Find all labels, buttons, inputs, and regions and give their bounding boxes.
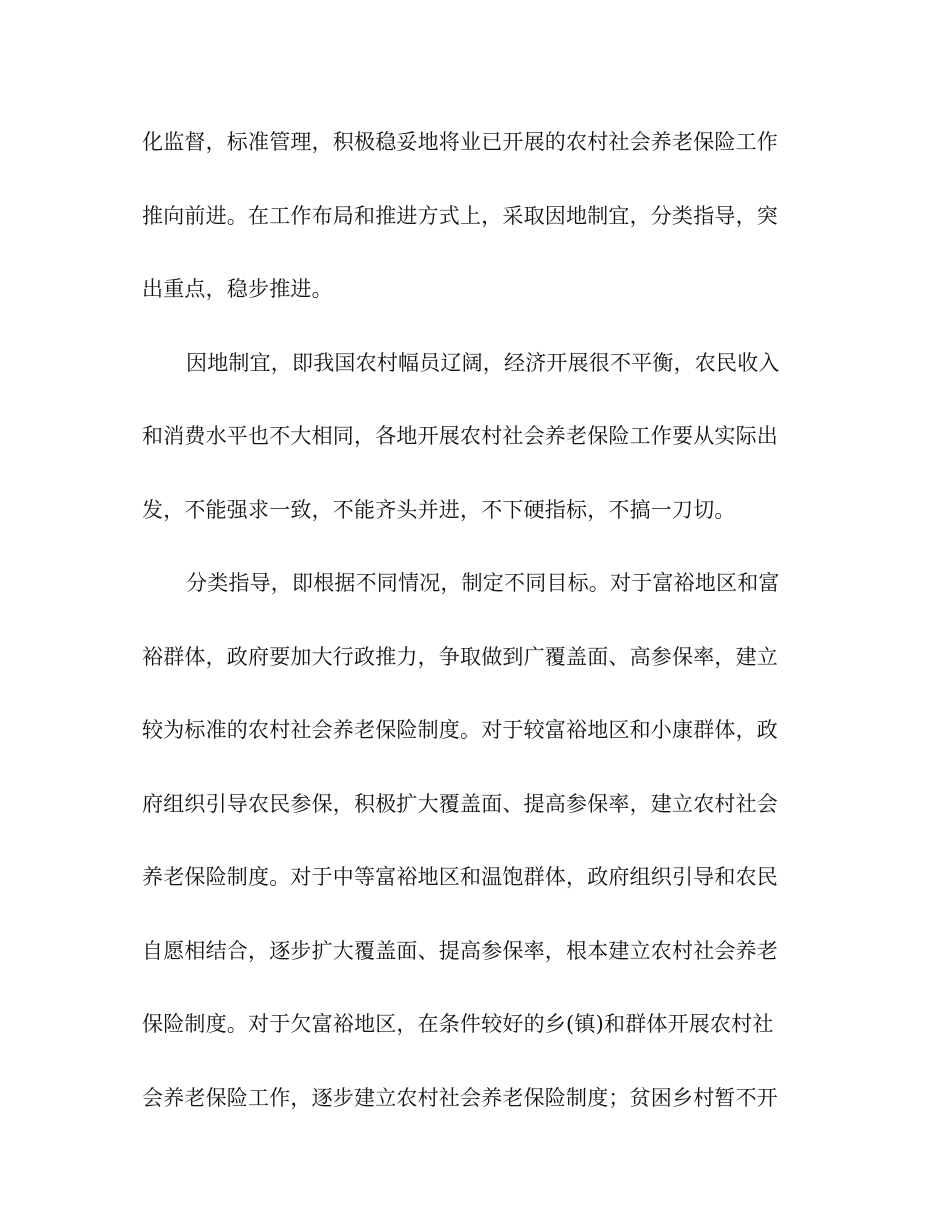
text-line: 化监督，标准管理，积极稳妥地将业已开展的农村社会养老保险工作 [142,130,778,154]
text-line: 推向前进。在工作布局和推进方式上，采取因地制宜，分类指导，突 [142,203,778,228]
document-body [142,120,802,1149]
text-line: 养老保险制度。对于中等富裕地区和温饱群体，政府组织引导和农民 [142,865,778,889]
text-line: 自愿相结合，逐步扩大覆盖面、提高参保率，根本建立农村社会养老 [142,938,778,963]
text-line: 较为标准的农村社会养老保险制度。对于较富裕地区和小康群体，政 [142,718,778,742]
text-line: 和消费水平也不大相同，各地开展农村社会养老保险工作要从实际出 [142,424,778,448]
text-line: 分类指导，即根据不同情况，制定不同目标。对于富裕地区和富 [186,571,780,595]
text-line: 会养老保险工作，逐步建立农村社会养老保险制度；贫困乡村暂不开 [142,1085,778,1110]
text-line: 保险制度。对于欠富裕地区，在条件较好的乡(镇)和群体开展农村社 [142,1012,774,1036]
text-line: 发，不能强求一致，不能齐头并进，不下硬指标，不搞一刀切。 [142,497,736,522]
text-line: 因地制宜，即我国农村幅员辽阔，经济开展很不平衡，农民收入 [186,350,780,375]
text-line: 裕群体，政府要加大行政推力，争取做到广覆盖面、高参保率，建立 [142,644,778,669]
text-line: 出重点，稳步推进。 [142,277,333,301]
text-line: 府组织引导农民参保，积极扩大覆盖面、提高参保率，建立农村社会 [142,791,778,816]
